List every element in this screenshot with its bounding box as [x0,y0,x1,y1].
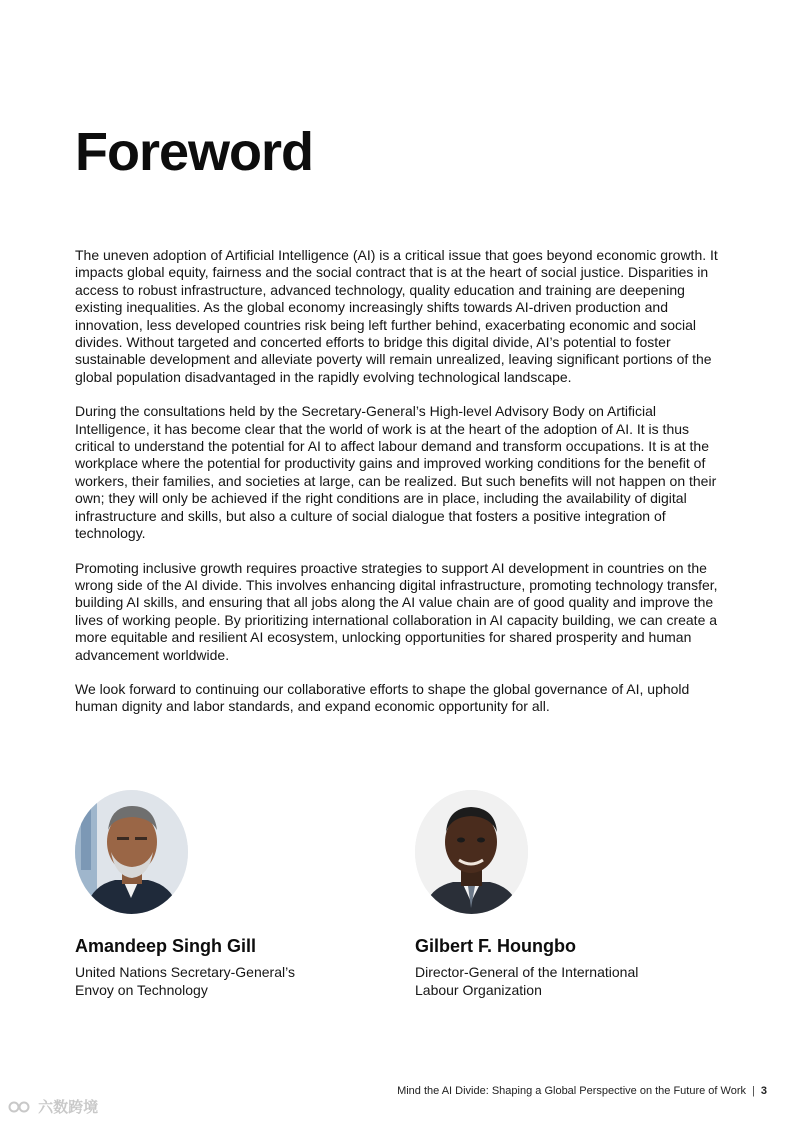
paragraph-2: During the consultations held by the Secretary-General’s High-level Advisory Body on Artificial Intelligence, it has become clear that the world of work is at the heart of the adoption of AI. It is thus critical to understand the potential for AI to affect labour demand and transform occupations. It is at the workplace where the potential for productivity gains and improved working conditions for the benefit of workers, their families, and societies at large, can be realized. But such benefits will not happen on their own; they will only be achieved if the right conditions are in place, including the availability of digital infrastructure and skills, but also a culture of social dialogue that fosters a positive integration of technology. [75,403,717,542]
signatory-gill [75,790,375,999]
signatory-houngbo [415,790,715,999]
signatory-role: Director-General of the International Labour Organization [415,964,639,998]
footer-separator: | [752,1085,755,1097]
page-number: 3 [760,1085,767,1097]
watermark-icon [8,1100,34,1114]
paragraph-4: We look forward to continuing our collaborative efforts to shape the global governance of AI, uphold human dignity and labor standards, and expand economic opportunity for all. [75,680,690,715]
paragraph-3: Promoting inclusive growth requires proactive strategies to support AI development in countries on the wrong side of the AI divide. This involves enhancing digital infrastructure, promoting technology transfer, building AI skills, and ensuring that all jobs along the AI value chain are of good quality and improve the lives of working people. By prioritizing international collaboration in AI capacity building, we can create a more equitable and resilient AI ecosystem, unlocking opportunities for shared prosperity and human advancement worldwide. [75,559,718,663]
signatory-name: Amandeep Singh Gill [75,936,257,956]
signatory-role: United Nations Secretary-General’s Envoy on Technology [75,964,295,998]
publication-title: Mind the AI Divide: Shaping a Global Perspective on the Future of Work [397,1085,747,1097]
signatory-name: Gilbert F. Houngbo [415,936,576,956]
portrait-gill-photo [75,790,188,914]
page-footer [397,1085,767,1097]
page-title: Foreword [75,122,314,182]
watermark-text: 六数跨境 [38,1099,99,1116]
watermark-logo [8,1096,98,1117]
foreword-body [75,247,720,733]
portrait-houngbo-photo [415,790,528,914]
paragraph-1: The uneven adoption of Artificial Intelligence (AI) is a critical issue that goes beyond economic growth. It impacts global equity, fairness and the social contract that is at the heart of social justice. Disparities in access to robust infrastructure, advanced technology, quality education and training are deepening existing inequalities. As the global economy increasingly shifts towards AI-driven production and innovation, less developed countries risk being left further behind, exacerbating economic and social divides. Without targeted and concerted efforts to bridge this digital divide, AI’s potential to foster sustainable development and alleviate poverty will remain unrealized, leaving significant portions of the global population disadvantaged in the rapidly evolving technological landscape. [75,247,718,385]
